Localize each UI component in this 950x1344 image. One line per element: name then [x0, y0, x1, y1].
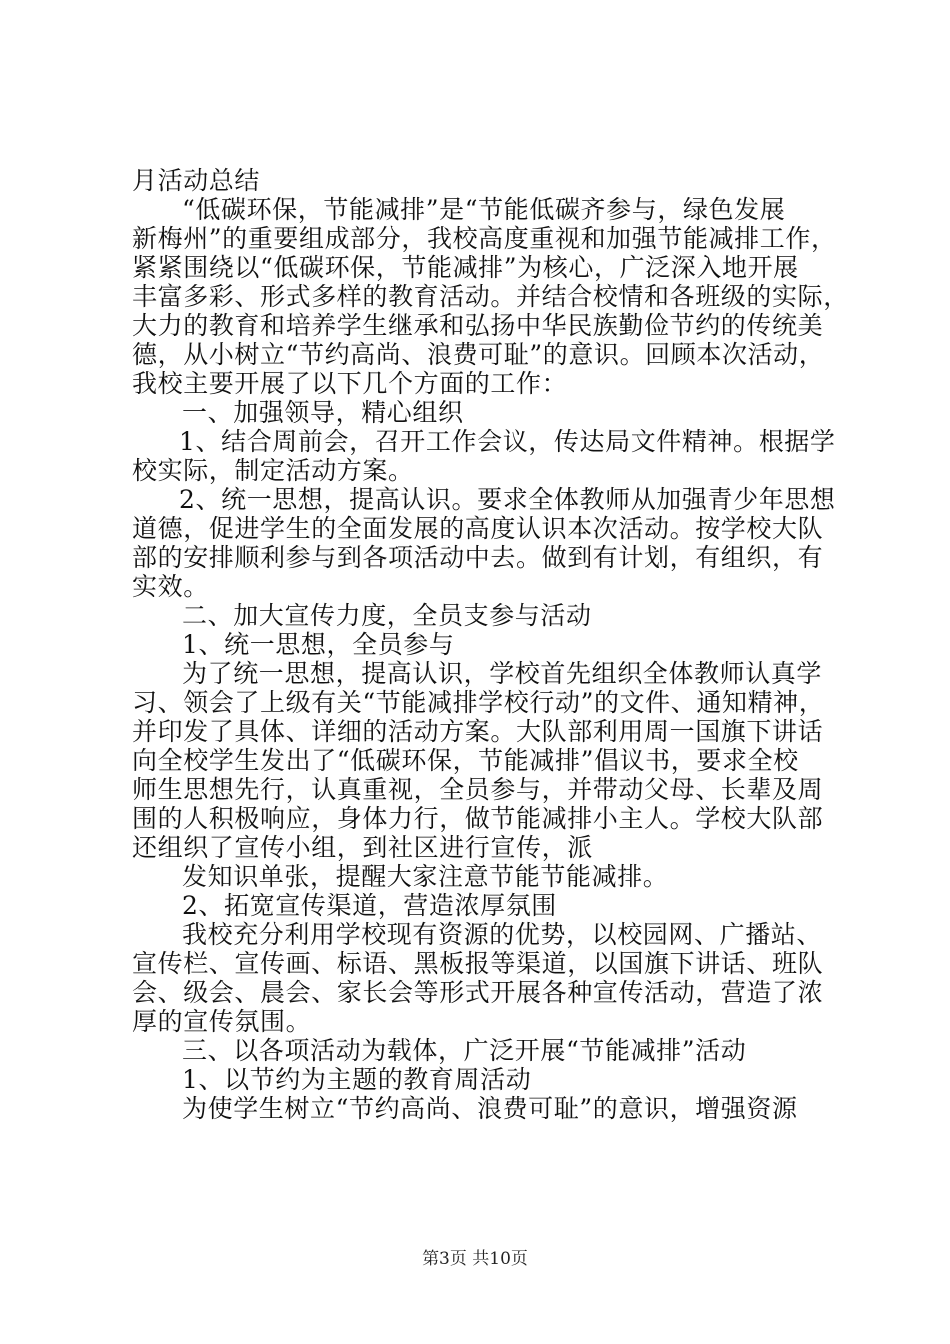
text-line: 大力的教育和培养学生继承和弘扬中华民族勤俭节约的传统美: [132, 311, 824, 340]
section-heading: 一、加强领导，精心组织: [182, 398, 464, 427]
text-line: 新梅州”的重要组成部分，我校高度重视和加强节能减排工作，: [132, 224, 837, 253]
text-line: 丰富多彩、形式多样的教育活动。并结合校情和各班级的实际，: [132, 282, 849, 311]
text-line: 校实际，制定活动方案。: [132, 456, 414, 485]
text-line: 习、领会了上级有关“节能减排学校行动”的文件、通知精神，: [132, 688, 825, 717]
text-line: 为了统一思想，提高认识，学校首先组织全体教师认真学: [182, 659, 823, 688]
text-line: 月活动总结: [132, 166, 261, 195]
text-line: 德，从小树立“节约高尚、浪费可耻”的意识。回顾本次活动，: [132, 340, 825, 369]
section-heading: 二、加大宣传力度，全员支参与活动: [182, 601, 592, 630]
text-line: 紧紧围绕以“低碳环保，节能减排”为核心，广泛深入地开展: [132, 253, 799, 282]
text-line: 师生思想先行，认真重视，全员参与，并带动父母、长辈及周: [132, 775, 824, 804]
text-line: 实效。: [132, 572, 209, 601]
text-line: 宣传栏、宣传画、标语、黑板报等渠道，以国旗下讲话、班队: [132, 949, 824, 978]
document-body: [132, 166, 852, 1123]
section-heading: 三、以各项活动为载体，广泛开展“节能减排”活动: [182, 1036, 747, 1065]
text-line: 厚的宣传氛围。: [132, 1007, 312, 1036]
text-line: 向全校学生发出了“低碳环保，节能减排”倡议书，要求全校: [132, 746, 799, 775]
subsection-heading: 2、拓宽宣传渠道，营造浓厚氛围: [182, 891, 557, 920]
text-line: 发知识单张，提醒大家注意节能节能减排。: [182, 862, 669, 891]
text-line: “低碳环保，节能减排”是“节能低碳齐参与，绿色发展: [182, 195, 786, 224]
subsection-heading: 1、以节约为主题的教育周活动: [182, 1065, 532, 1094]
text-line: 道德，促进学生的全面发展的高度认识本次活动。按学校大队: [132, 514, 824, 543]
subsection-heading: 1、统一思想，全员参与: [182, 630, 455, 659]
text-line: 2、统一思想，提高认识。要求全体教师从加强青少年思想: [179, 485, 836, 514]
text-line: 我校充分利用学校现有资源的优势，以校园网、广播站、: [182, 920, 823, 949]
text-line: 还组织了宣传小组，到社区进行宣传，派: [132, 833, 593, 862]
text-line: 并印发了具体、详细的活动方案。大队部利用周一国旗下讲话: [132, 717, 824, 746]
page-number-footer: 第3页 共10页: [422, 1249, 528, 1269]
text-line: 为使学生树立“节约高尚、浪费可耻”的意识，增强资源: [182, 1094, 798, 1123]
text-line: 我校主要开展了以下几个方面的工作：: [132, 369, 568, 398]
text-line: 围的人积极响应，身体力行，做节能减排小主人。学校大队部: [132, 804, 824, 833]
text-line: 会、级会、晨会、家长会等形式开展各种宣传活动，营造了浓: [132, 978, 824, 1007]
text-line: 部的安排顺利参与到各项活动中去。做到有计划，有组织，有: [132, 543, 824, 572]
text-line: 1、结合周前会，召开工作会议，传达局文件精神。根据学: [179, 427, 836, 456]
